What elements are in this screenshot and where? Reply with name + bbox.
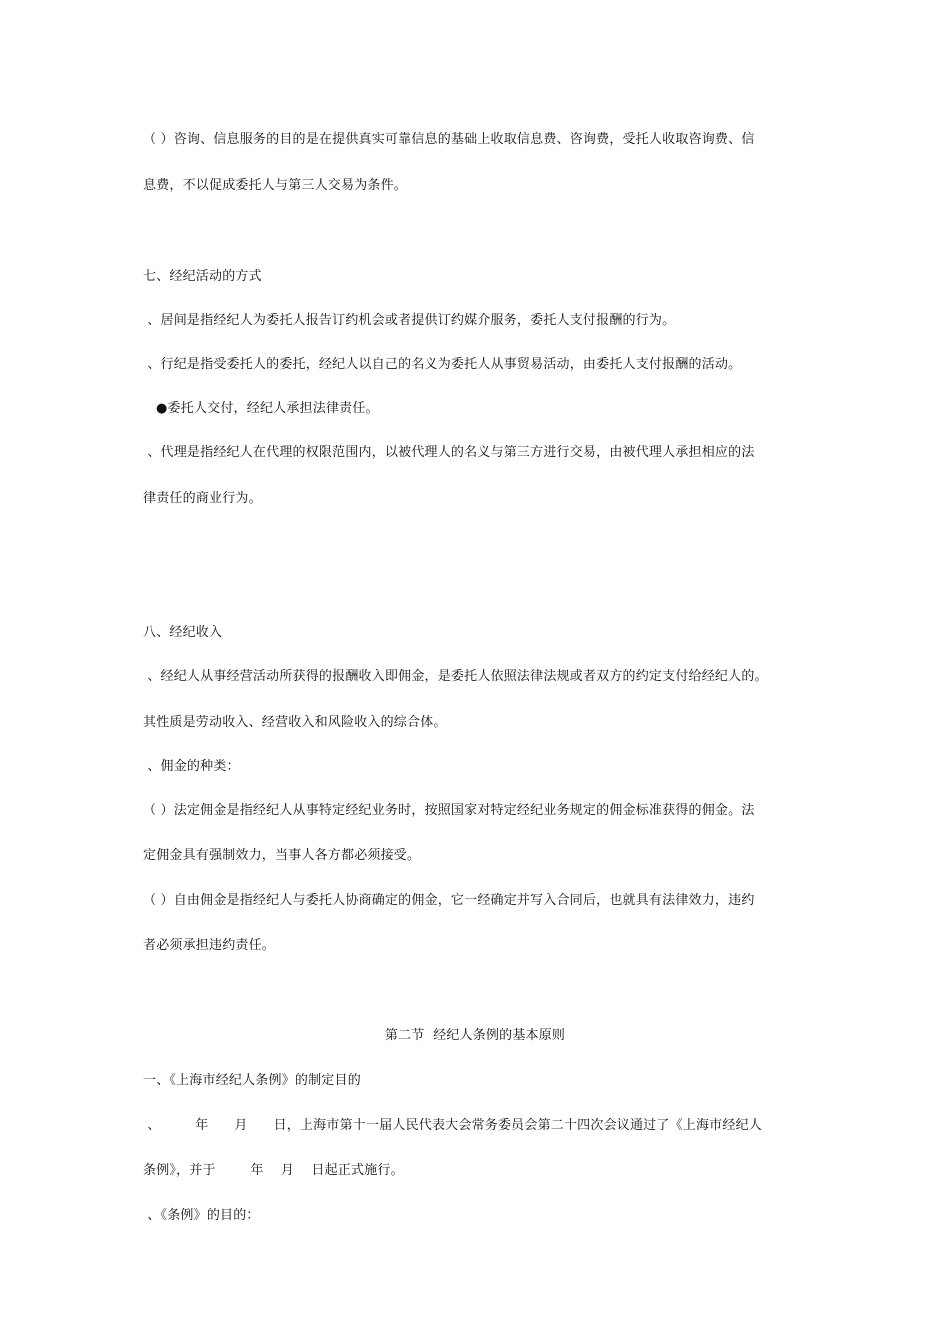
- paragraph-line: 者必须承担违约责任。: [143, 938, 276, 953]
- paragraph-line: 、佣金的种类：: [143, 759, 240, 774]
- bullet-line: ●委托人交付，经纪人承担法律责任。: [143, 401, 379, 416]
- paragraph-line: 、经纪人从事经营活动所获得的报酬收入即佣金，是委托人依照法律法规或者双方的约定支付给经纪人的。: [143, 669, 768, 684]
- paragraph-line: 、 年 月 日，上海市第十一届人民代表大会常务委员会第二十四次会议通过了《上海市经纪人: [143, 1118, 762, 1133]
- paragraph-line: 、居间是指经纪人为委托人报告订约机会或者提供订约媒介服务，委托人支付报酬的行为。: [143, 313, 676, 328]
- paragraph-line: 定佣金具有强制效力，当事人各方都必须接受。: [143, 848, 421, 863]
- paragraph-line: 条例》，并于 年 月 日起正式施行。: [143, 1163, 404, 1178]
- chapter-title: 第二节 经纪人条例的基本原则: [384, 1028, 566, 1043]
- paragraph-line: 其性质是劳动收入、经营收入和风险收入的综合体。: [143, 715, 447, 730]
- section-heading: 一、《上海市经纪人条例》的制定目的: [143, 1073, 361, 1088]
- paragraph-line: （ ）咨询、信息服务的目的是在提供真实可靠信息的基础上收取信息费、咨询费，受托人收取咨询费、信: [143, 132, 755, 147]
- paragraph-line: （ ）自由佣金是指经纪人与委托人协商确定的佣金，它一经确定并写入合同后，也就具有法律效力，违约: [143, 893, 755, 908]
- paragraph-line: 息费，不以促成委托人与第三人交易为条件。: [143, 178, 408, 193]
- section-heading: 八、经纪收入: [143, 625, 223, 640]
- paragraph-line: 、代理是指经纪人在代理的权限范围内，以被代理人的名义与第三方进行交易，由被代理人承担相应的法: [143, 445, 755, 460]
- paragraph-line: 、《条例》的目的：: [143, 1208, 260, 1223]
- paragraph-line: （ ）法定佣金是指经纪人从事特定经纪业务时，按照国家对特定经纪业务规定的佣金标准获得的佣金。法: [143, 803, 755, 818]
- paragraph-line: 律责任的商业行为。: [143, 491, 262, 506]
- paragraph-line: 、行纪是指受委托人的委托，经纪人以自己的名义为委托人从事贸易活动，由委托人支付报酬的活动。: [143, 357, 742, 372]
- section-heading: 七、经纪活动的方式: [143, 269, 262, 284]
